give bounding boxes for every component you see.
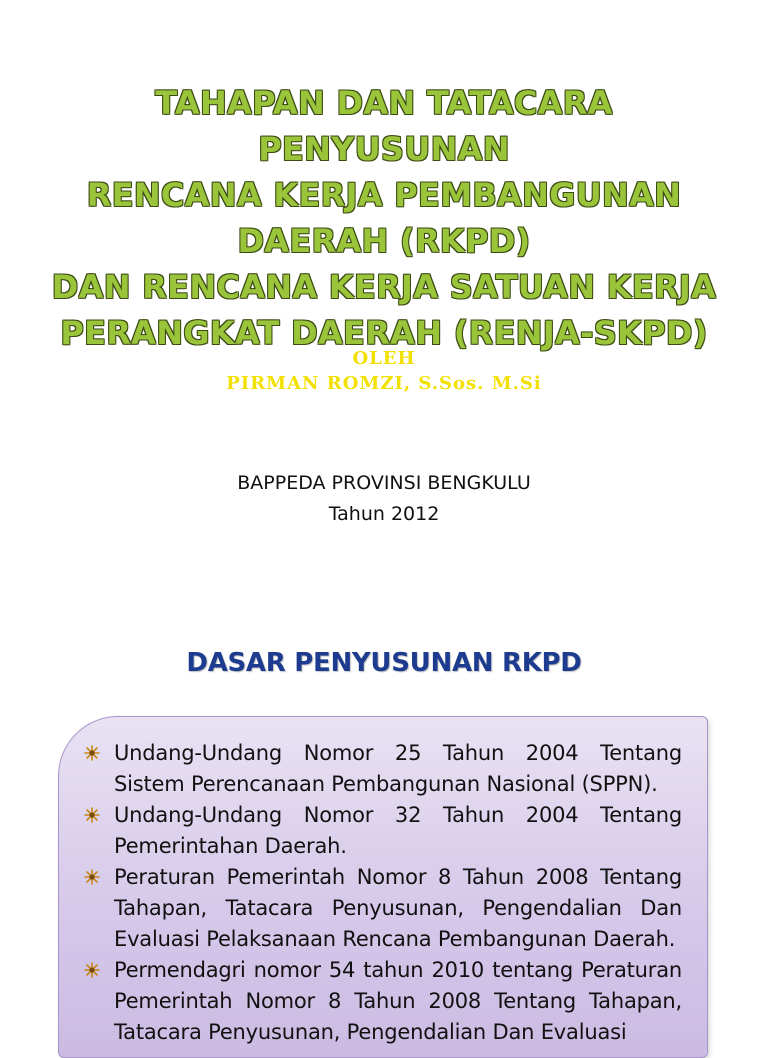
starburst-bullet-icon	[84, 807, 100, 823]
byline	[0, 346, 768, 396]
starburst-bullet-icon	[84, 962, 100, 978]
section-heading: DASAR PENYUSUNAN RKPD	[186, 648, 582, 678]
title-line: DAN RENCANA KERJA SATUAN KERJA	[51, 268, 717, 306]
list-item	[84, 738, 682, 800]
organization-block	[0, 468, 768, 530]
legal-basis-list	[84, 738, 682, 1048]
year-label: Tahun 2012	[328, 503, 440, 525]
author-name: PIRMAN ROMZI, S.Sos. M.Si	[226, 373, 542, 394]
title-line: TAHAPAN DAN TATACARA PENYUSUNAN	[155, 84, 613, 168]
title-line: RENCANA KERJA PEMBANGUNAN	[86, 176, 682, 214]
list-item	[84, 955, 682, 1048]
organization-name: BAPPEDA PROVINSI BENGKULU	[237, 472, 531, 494]
list-item-text: Undang-Undang Nomor 25 Tahun 2004 Tentang Sistem Perencanaan Pembangunan Nasional (SPPN).	[114, 741, 682, 796]
title-line: DAERAH (RKPD)	[237, 222, 531, 260]
list-item	[84, 800, 682, 862]
list-item-text: Undang-Undang Nomor 32 Tahun 2004 Tentang Pemerintahan Daerah.	[114, 803, 682, 858]
byline-label: OLEH	[352, 348, 416, 369]
list-item-text: Peraturan Pemerintah Nomor 8 Tahun 2008 Tentang Tahapan, Tatacara Penyusunan, Pengendalian Dan Evaluasi Pelaksanaan Rencana Pembangunan Daerah.	[114, 865, 682, 951]
slide-title	[40, 80, 728, 356]
starburst-bullet-icon	[84, 745, 100, 761]
starburst-bullet-icon	[84, 869, 100, 885]
list-item-text: Permendagri nomor 54 tahun 2010 tentang Peraturan Pemerintah Nomor 8 Tahun 2008 Tentang Tahapan, Tatacara Penyusunan, Pengendalian Dan Evaluasi	[114, 958, 682, 1044]
list-item	[84, 862, 682, 955]
title-line: PERANGKAT DAERAH (RENJA-SKPD)	[60, 314, 708, 352]
